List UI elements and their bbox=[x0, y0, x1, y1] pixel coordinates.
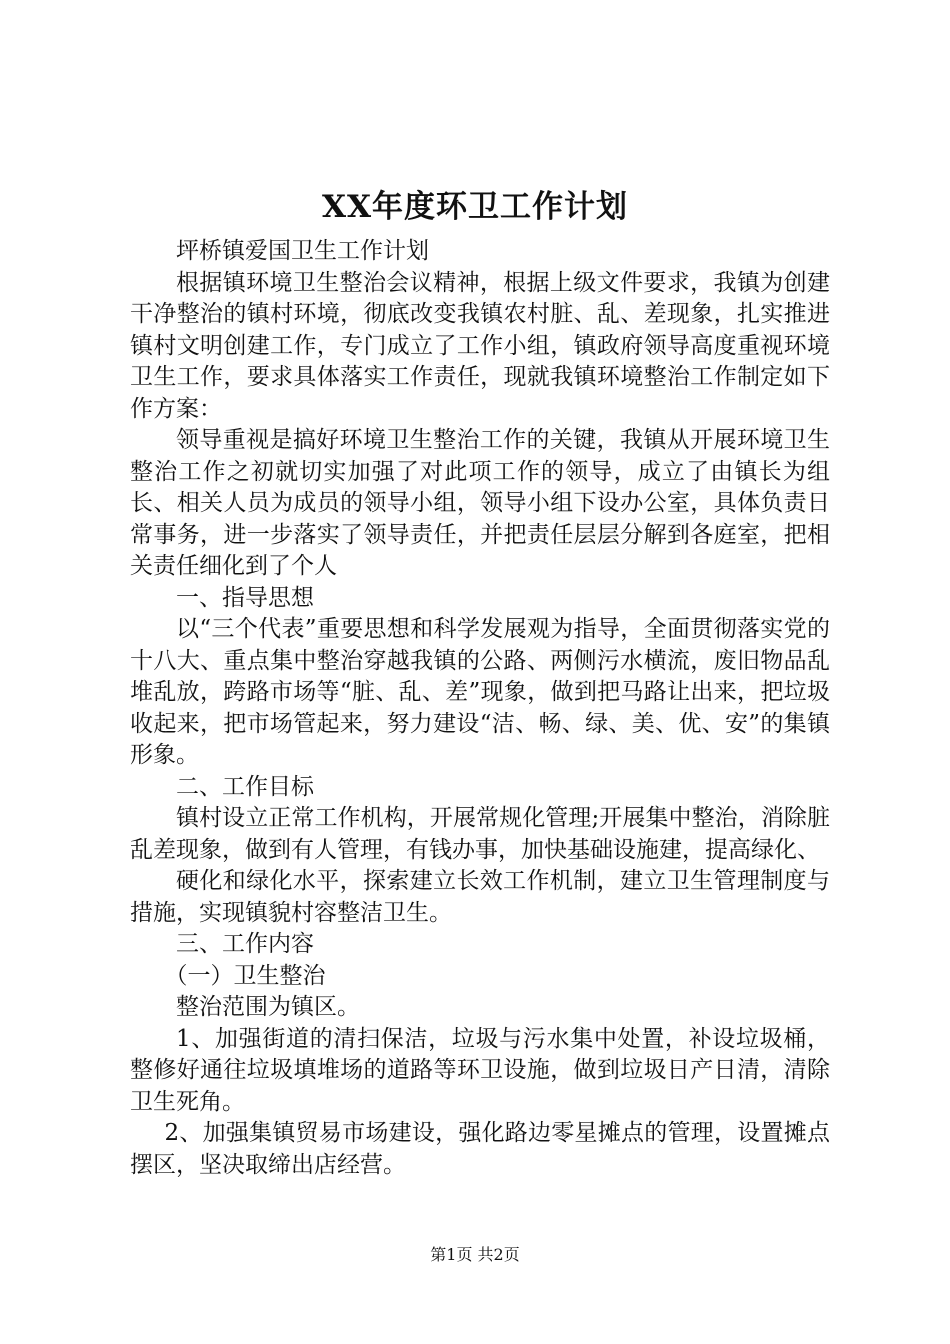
paragraph-item-1: 1、加强街道的清扫保洁，垃圾与污水集中处置，补设垃圾桶，整修好通往垃圾填堆场的道路等环卫设施，做到垃圾日产日清，清除卫生死角。 bbox=[130, 1025, 830, 1115]
paragraph-work-goals-cont: 硬化和绿化水平，探索建立长效工作机制，建立卫生管理制度与措施，实现镇貌村容整洁卫生。 bbox=[130, 868, 830, 926]
section-heading-guiding-ideology: 一、指导思想 bbox=[176, 584, 314, 611]
page-footer: 第1页 共2页 bbox=[430, 1245, 520, 1264]
paragraph-scope: 整治范围为镇区。 bbox=[176, 994, 360, 1020]
paragraph-item-2: 2、加强集镇贸易市场建设，强化路边零星摊点的管理，设置摊点摆区，坚决取缔出店经营。 bbox=[130, 1120, 830, 1178]
paragraph-intro: 根据镇环境卫生整治会议精神，根据上级文件要求，我镇为创建干净整治的镇村环境，彻底改变我镇农村脏、乱、差现象，扎实推进镇村文明创建工作，专门成立了工作小组，镇政府领导高度重视环境卫生工作，要求具体落实工作责任，现就我镇环境整治工作制定如下作方案： bbox=[130, 269, 830, 422]
section-heading-work-content: 三、工作内容 bbox=[176, 931, 314, 957]
paragraph-work-goals: 镇村设立正常工作机构，开展常规化管理;开展集中整治，消除脏乱差现象，做到有人管理，有钱办事，加快基础设施建，提高绿化、 bbox=[130, 805, 830, 863]
paragraph-leadership: 领导重视是搞好环境卫生整治工作的关键，我镇从开展环境卫生整治工作之初就切实加强了对此项工作的领导，成立了由镇长为组长、相关人员为成员的领导小组，领导小组下设办公室，具体负责日常事务，进一步落实了领导责任，并把责任层层分解到各庭室，把相关责任细化到了个人 bbox=[130, 427, 830, 579]
document-title: XX年度环卫工作计划 bbox=[321, 189, 629, 225]
paragraph-guiding-ideology: 以“三个代表”重要思想和科学发展观为指导，全面贯彻落实党的十八大、重点集中整治穿越我镇的公路、两侧污水横流，废旧物品乱堆乱放，跨路市场等“脏、乱、差”现象，做到把马路让出来，把垃圾收起来，把市场管起来，努力建设“洁、畅、绿、美、优、安”的集镇形象。 bbox=[130, 616, 830, 768]
subsection-heading-sanitation: （一）卫生整治 bbox=[164, 962, 326, 989]
document-body bbox=[130, 236, 830, 1181]
section-heading-work-goals: 二、工作目标 bbox=[176, 773, 314, 800]
paragraph-subtitle: 坪桥镇爱国卫生工作计划 bbox=[176, 238, 429, 264]
